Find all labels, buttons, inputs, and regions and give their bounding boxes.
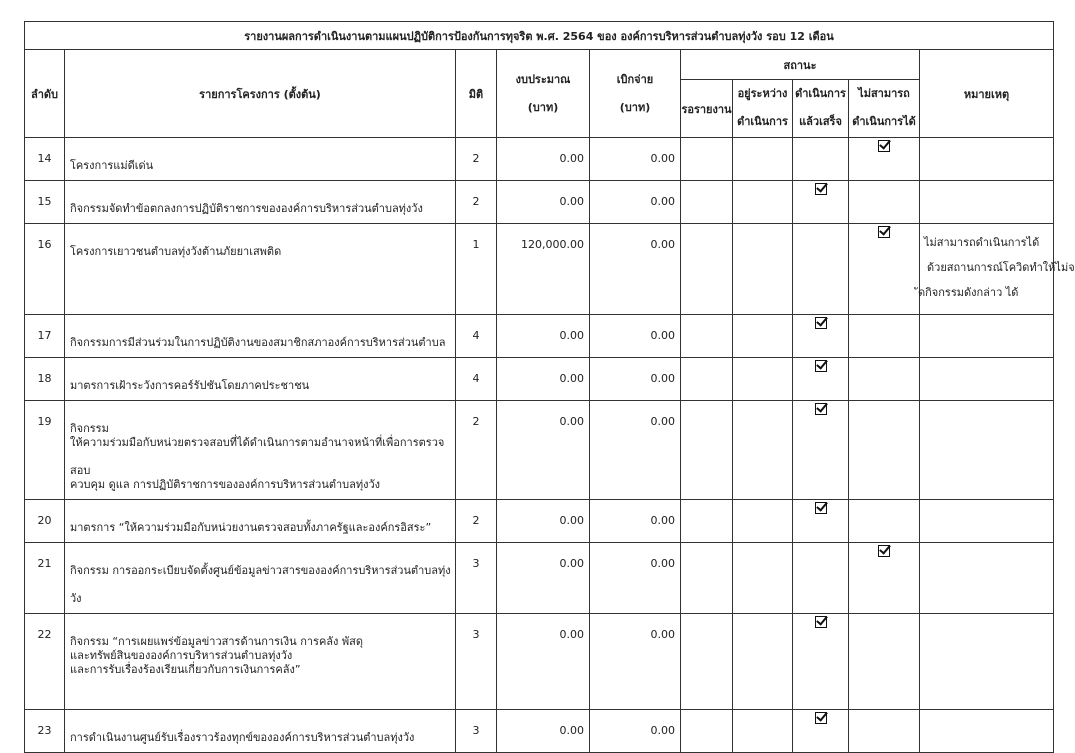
header-remark: หมายเหตุ xyxy=(920,50,1054,138)
remark-cell xyxy=(920,358,1054,401)
status-unable-cell xyxy=(849,614,920,710)
spent-value: 0.00 xyxy=(590,543,681,614)
status-progress-cell xyxy=(733,138,793,181)
header-spent-unit: (บาท) xyxy=(619,100,651,114)
status-progress-cell xyxy=(733,401,793,500)
project-name-line: กิจกรรมการมีส่วนร่วมในการปฏิบัติงานของสมาชิกสภาองค์การบริหารส่วนตำบล xyxy=(70,336,446,349)
row-number: 18 xyxy=(25,358,65,401)
header-budget-label: งบประมาณ xyxy=(515,72,571,86)
project-name xyxy=(65,543,456,614)
spent-value: 0.00 xyxy=(590,315,681,358)
status-unable-cell xyxy=(849,543,920,614)
budget-value: 0.00 xyxy=(497,710,590,753)
status-unable-cell xyxy=(849,315,920,358)
project-name-line: กิจกรรม การออกระเบียบจัดตั้งศูนย์ข้อมูลข่าวสารขององค์การบริหารส่วนตำบลทุ่งวัง xyxy=(70,564,451,605)
remark-cell xyxy=(920,614,1054,710)
checkbox-checked-icon xyxy=(815,183,827,195)
project-name-line: และทรัพย์สินขององค์การบริหารส่วนตำบลทุ่งวัง xyxy=(70,649,293,662)
row-number: 21 xyxy=(25,543,65,614)
project-name-line: โครงการเยาวชนตำบลทุ่งวังต้านภัยยาเสพติด xyxy=(70,245,282,258)
table-row xyxy=(25,358,1054,401)
dimension-value: 4 xyxy=(456,358,497,401)
status-progress-cell xyxy=(733,500,793,543)
table-row xyxy=(25,710,1054,753)
project-name xyxy=(65,138,456,181)
status-progress-cell xyxy=(733,181,793,224)
budget-value: 120,000.00 xyxy=(497,224,590,315)
remark-line: ไม่สามารถดำเนินการได้ xyxy=(924,236,1040,249)
status-done-cell xyxy=(793,224,849,315)
header-spent xyxy=(590,50,681,138)
project-name-line: และการรับเรื่องร้องเรียนเกี่ยวกับการเงินการคลัง” xyxy=(70,663,301,676)
project-name xyxy=(65,500,456,543)
budget-value: 0.00 xyxy=(497,500,590,543)
header-status-progress xyxy=(733,80,793,138)
header-status-unable xyxy=(849,80,920,138)
remark-cell xyxy=(920,138,1054,181)
spent-value: 0.00 xyxy=(590,224,681,315)
header-status-done xyxy=(793,80,849,138)
table-row xyxy=(25,500,1054,543)
dimension-value: 2 xyxy=(456,138,497,181)
budget-value: 0.00 xyxy=(497,138,590,181)
row-number: 22 xyxy=(25,614,65,710)
status-report-cell xyxy=(681,181,733,224)
remark-cell xyxy=(920,543,1054,614)
project-name-line: กิจกรรม xyxy=(70,422,109,435)
status-done-cell xyxy=(793,543,849,614)
status-report-cell xyxy=(681,401,733,500)
status-report-cell xyxy=(681,710,733,753)
status-unable-cell xyxy=(849,358,920,401)
status-done-cell xyxy=(793,181,849,224)
header-status-unable-1: ไม่สามารถ xyxy=(858,87,910,100)
status-unable-cell xyxy=(849,401,920,500)
table-row xyxy=(25,315,1054,358)
header-status-unable-2: ดำเนินการได้ xyxy=(852,115,916,128)
report-title: รายงานผลการดำเนินงานตามแผนปฏิบัติการป้องกันการทุจริต พ.ศ. 2564 ของ องค์การบริหารส่วนตำบลทุ่งวัง รอบ 12 เดือน xyxy=(25,22,1054,50)
checkbox-checked-icon xyxy=(815,712,827,724)
project-name xyxy=(65,358,456,401)
status-done-cell xyxy=(793,500,849,543)
dimension-value: 2 xyxy=(456,500,497,543)
table-row xyxy=(25,224,1054,315)
status-done-cell xyxy=(793,358,849,401)
status-progress-cell xyxy=(733,315,793,358)
row-number: 19 xyxy=(25,401,65,500)
remark-cell xyxy=(920,401,1054,500)
checkbox-checked-icon xyxy=(815,403,827,415)
header-budget xyxy=(497,50,590,138)
row-number: 20 xyxy=(25,500,65,543)
status-done-cell xyxy=(793,710,849,753)
report-table xyxy=(24,21,1075,753)
status-done-cell xyxy=(793,138,849,181)
remark-cell xyxy=(918,224,1075,315)
table-row xyxy=(25,181,1054,224)
project-name-line: การดำเนินงานศูนย์รับเรื่องราวร้องทุกข์ขององค์การบริหารส่วนตำบลทุ่งวัง xyxy=(70,731,415,744)
header-budget-unit: (บาท) xyxy=(527,100,559,114)
table-row xyxy=(25,138,1054,181)
status-report-cell xyxy=(681,543,733,614)
status-report-cell xyxy=(681,358,733,401)
header-status-report: รอรายงาน xyxy=(681,80,733,138)
remark-cell xyxy=(920,315,1054,358)
checkbox-checked-icon xyxy=(878,140,890,152)
project-name xyxy=(65,614,456,710)
dimension-value: 3 xyxy=(456,710,497,753)
checkbox-checked-icon xyxy=(815,616,827,628)
spent-value: 0.00 xyxy=(590,500,681,543)
status-report-cell xyxy=(681,138,733,181)
row-number: 14 xyxy=(25,138,65,181)
status-progress-cell xyxy=(733,543,793,614)
status-progress-cell xyxy=(733,358,793,401)
table-row xyxy=(25,543,1054,614)
status-report-cell xyxy=(681,500,733,543)
project-name-line: ควบคุม ดูแล การปฏิบัติราชการขององค์การบริหารส่วนตำบลทุ่งวัง xyxy=(70,478,381,491)
project-name-line: ให้ความร่วมมือกับหน่วยตรวจสอบที่ได้ดำเนินการตามอำนาจหน้าที่เพื่อการตรวจสอบ xyxy=(70,436,445,477)
budget-value: 0.00 xyxy=(497,181,590,224)
project-name xyxy=(65,181,456,224)
checkbox-checked-icon xyxy=(815,317,827,329)
dimension-value: 3 xyxy=(456,614,497,710)
status-unable-cell xyxy=(849,224,920,315)
status-progress-cell xyxy=(733,614,793,710)
checkbox-checked-icon xyxy=(878,226,890,238)
row-number: 15 xyxy=(25,181,65,224)
status-progress-cell xyxy=(733,224,793,315)
budget-value: 0.00 xyxy=(497,543,590,614)
status-unable-cell xyxy=(849,138,920,181)
header-status: สถานะ xyxy=(681,50,920,80)
status-report-cell xyxy=(681,224,733,315)
spent-value: 0.00 xyxy=(590,710,681,753)
remark-line: ด้วยสถานการณ์โควิดทำให้ไม่จ xyxy=(927,261,1075,274)
budget-value: 0.00 xyxy=(497,401,590,500)
project-name xyxy=(65,710,456,753)
spent-value: 0.00 xyxy=(590,358,681,401)
status-unable-cell xyxy=(849,500,920,543)
project-name xyxy=(65,224,456,315)
status-report-cell xyxy=(681,614,733,710)
header-project: รายการโครงการ (ตั้งต้น) xyxy=(65,50,456,138)
remark-cell xyxy=(920,710,1054,753)
project-name-line: มาตรการ “ให้ความร่วมมือกับหน่วยงานตรวจสอบทั้งภาครัฐและองค์กรอิสระ” xyxy=(70,521,432,534)
project-name xyxy=(65,315,456,358)
status-done-cell xyxy=(793,315,849,358)
budget-value: 0.00 xyxy=(497,614,590,710)
dimension-value: 2 xyxy=(456,181,497,224)
remark-cell xyxy=(920,500,1054,543)
checkbox-checked-icon xyxy=(815,360,827,372)
project-name-line: กิจกรรม “การเผยแพร่ข้อมูลข่าวสารด้านการเงิน การคลัง พัสดุ xyxy=(70,635,364,648)
project-name-line: โครงการแม่ดีเด่น xyxy=(70,159,154,172)
row-number: 17 xyxy=(25,315,65,358)
dimension-value: 3 xyxy=(456,543,497,614)
header-status-progress-2: ดำเนินการ xyxy=(737,115,788,128)
spent-value: 0.00 xyxy=(590,401,681,500)
header-status-done-1: ดำเนินการ xyxy=(795,87,846,100)
status-report-cell xyxy=(681,315,733,358)
header-status-progress-1: อยู่ระหว่าง xyxy=(737,87,788,100)
budget-value: 0.00 xyxy=(497,358,590,401)
row-number: 16 xyxy=(25,224,65,315)
status-progress-cell xyxy=(733,710,793,753)
header-dimension: มิติ xyxy=(456,50,497,138)
header-status-done-2: แล้วเสร็จ xyxy=(799,115,842,128)
status-done-cell xyxy=(793,614,849,710)
header-no: ลำดับ xyxy=(25,50,65,138)
remark-line: ัดกิจกรรมดังกล่าว ได้ xyxy=(918,286,1019,299)
status-done-cell xyxy=(793,401,849,500)
remark-cell xyxy=(920,181,1054,224)
table-row xyxy=(25,614,1054,710)
dimension-value: 4 xyxy=(456,315,497,358)
spent-value: 0.00 xyxy=(590,138,681,181)
project-name-line: กิจกรรมจัดทำข้อตกลงการปฏิบัติราชการขององค์การบริหารส่วนตำบลทุ่งวัง xyxy=(70,202,423,215)
project-name xyxy=(65,401,456,500)
checkbox-checked-icon xyxy=(815,502,827,514)
budget-value: 0.00 xyxy=(497,315,590,358)
row-number: 23 xyxy=(25,710,65,753)
dimension-value: 1 xyxy=(456,224,497,315)
project-name-line: มาตรการเฝ้าระวังการคอร์รัปชันโดยภาคประชาชน xyxy=(70,379,310,392)
dimension-value: 2 xyxy=(456,401,497,500)
table-body xyxy=(25,138,1075,753)
spent-value: 0.00 xyxy=(590,614,681,710)
header-spent-label: เบิกจ่าย xyxy=(616,72,654,86)
spent-value: 0.00 xyxy=(590,181,681,224)
checkbox-checked-icon xyxy=(878,545,890,557)
status-unable-cell xyxy=(849,710,920,753)
table-row xyxy=(25,401,1054,500)
status-unable-cell xyxy=(849,181,920,224)
